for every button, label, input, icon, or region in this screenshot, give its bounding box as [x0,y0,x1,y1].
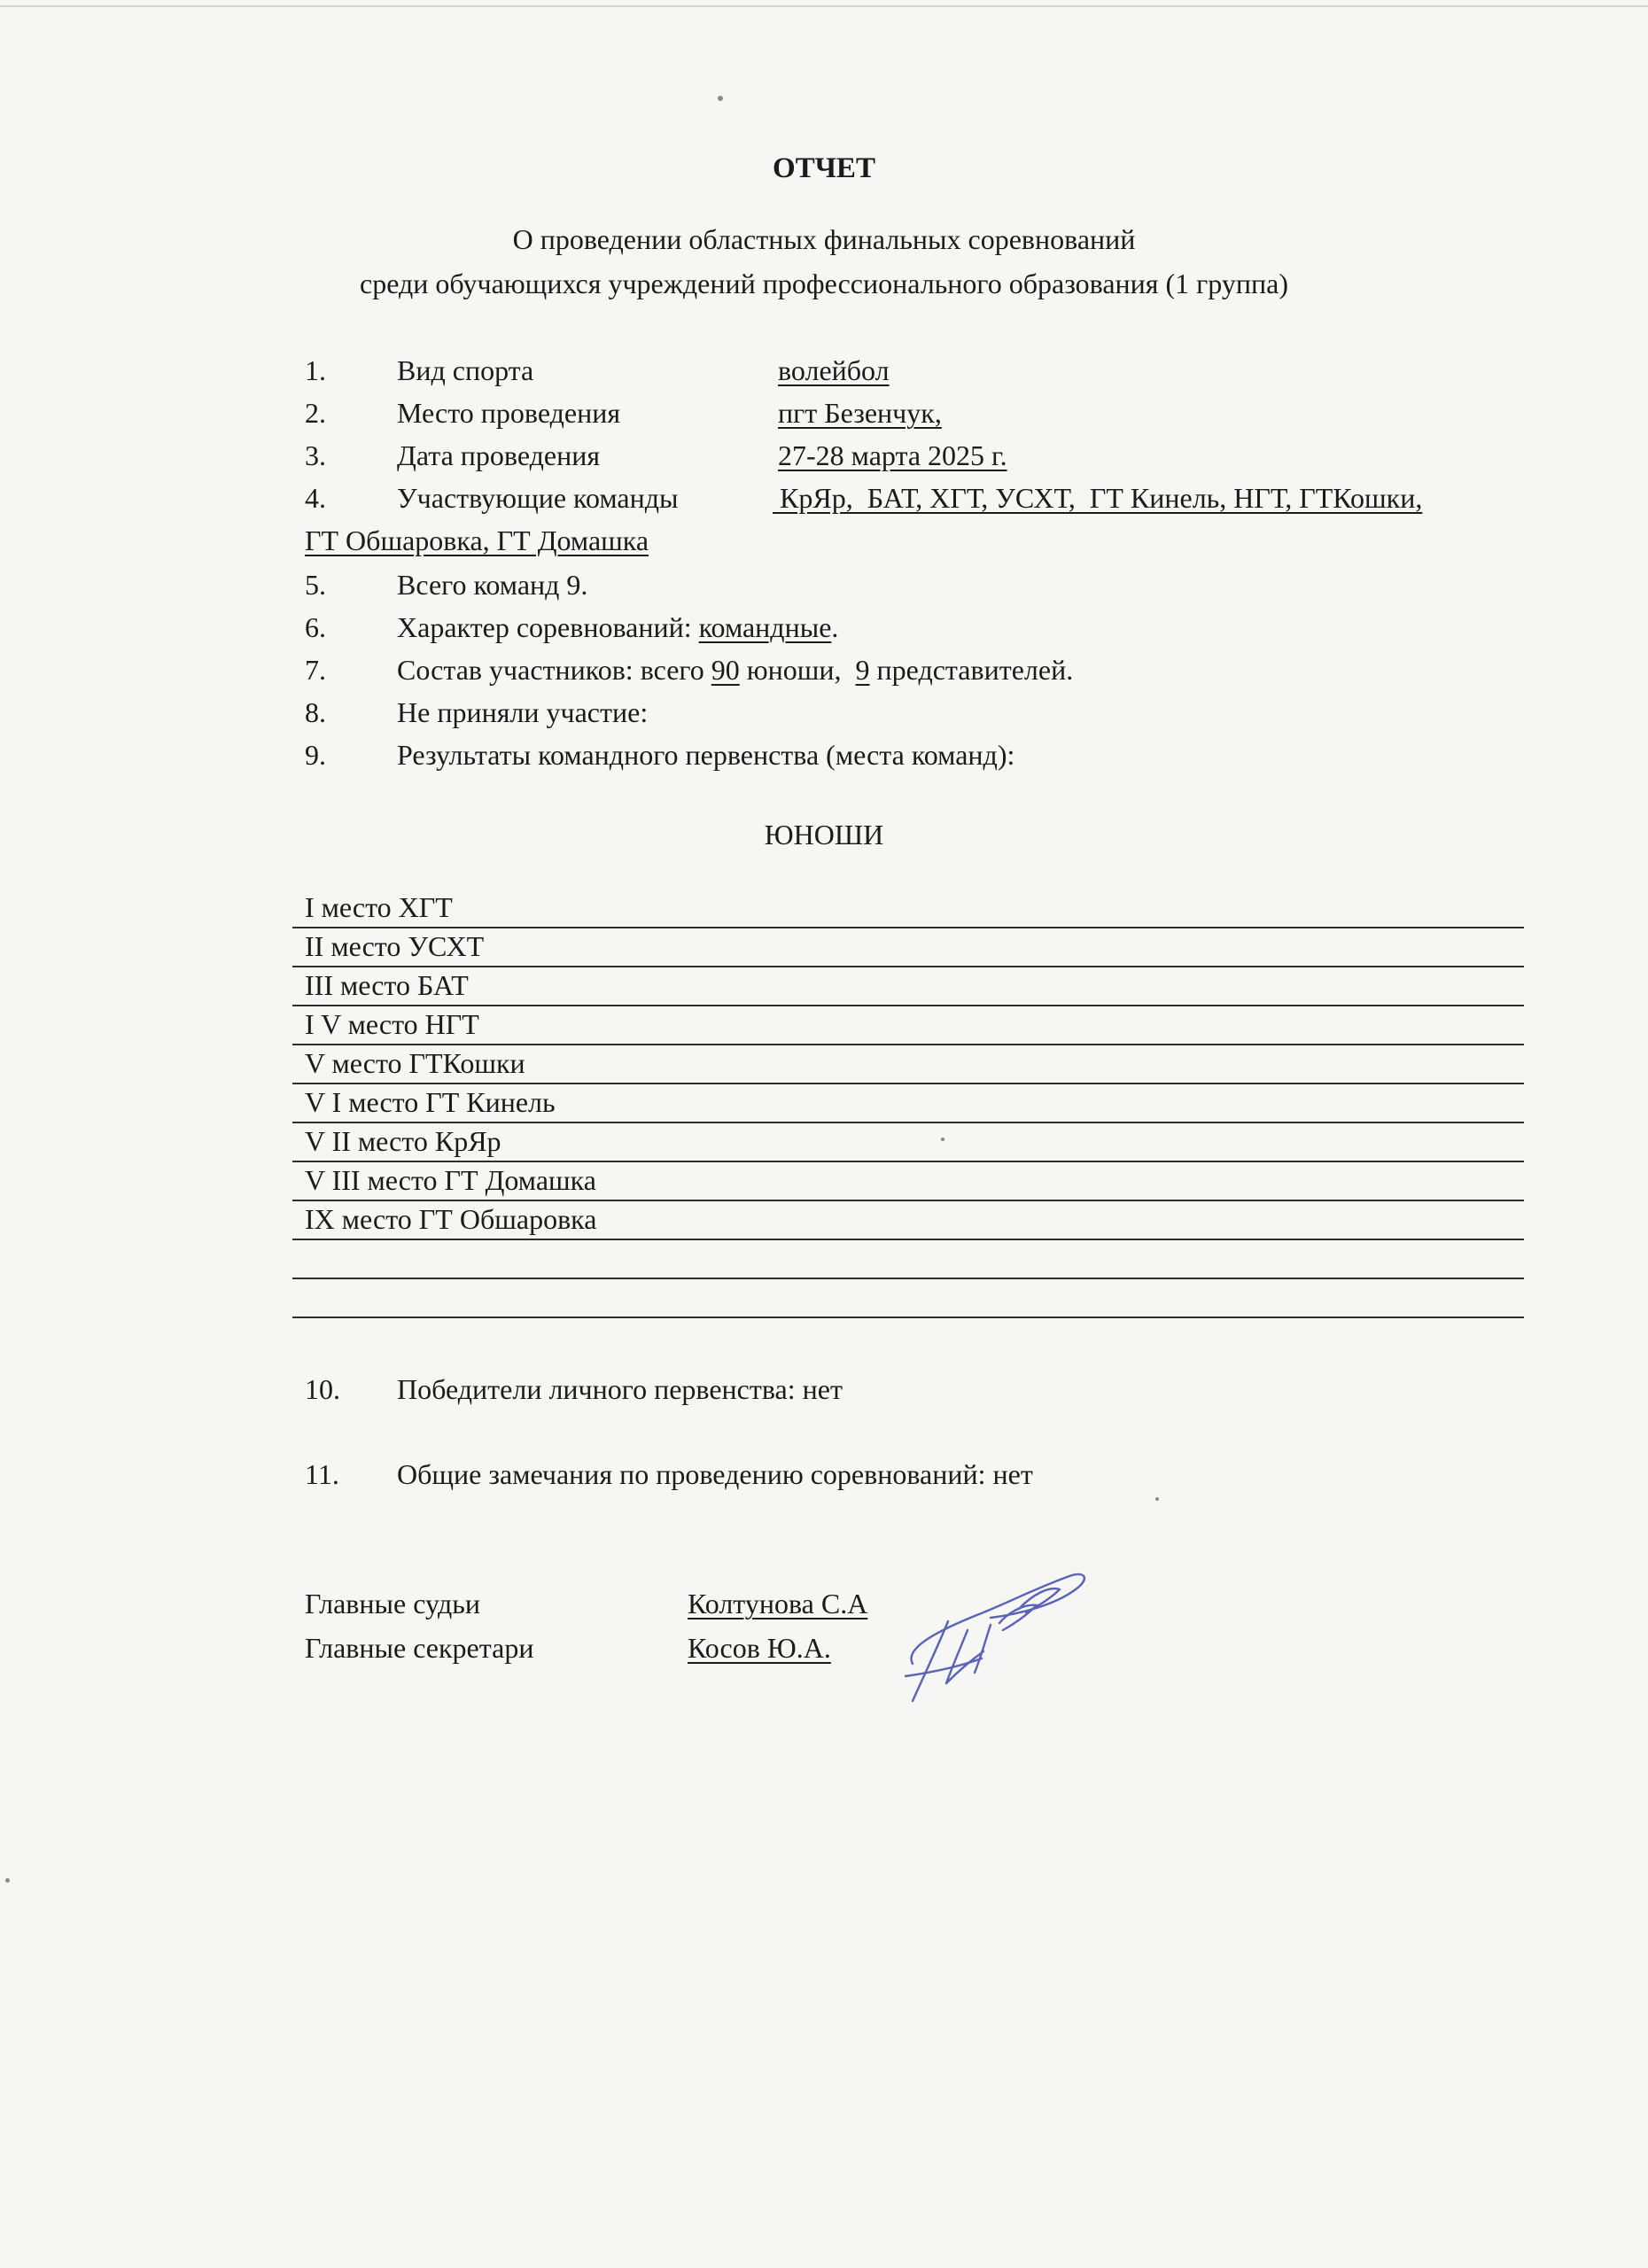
representatives-count: 9 [855,654,870,686]
placement-row [292,1162,1524,1201]
item-suffix: . [831,611,839,643]
item-text [397,652,1073,687]
item-label: Дата проведения [397,439,601,471]
item-value-sport: волейбол [778,354,890,386]
placement-row [292,1201,1524,1240]
placement-row [292,1006,1524,1045]
scan-speck [718,96,723,101]
scan-speck [5,1878,10,1883]
placement-text: II место УСХТ [305,930,485,962]
item-label: Всего команд 9. [397,569,588,601]
item-label: Вид спорта [397,354,534,386]
item-number: 5. [305,569,326,601]
item-number: 7. [305,654,326,686]
subtitle-line-2: среди обучающихся учреждений профессионального образования (1 группа) [360,268,1288,299]
signature-role: Главные судьи [305,1588,480,1619]
item-value-teams-continued: ГТ Обшаровка, ГТ Домашка [305,524,649,556]
placement-row [292,1084,1524,1123]
placement-text: I место ХГТ [305,891,453,923]
placement-row [292,928,1524,967]
placement-row [292,889,1524,928]
item-value-type: командные [698,611,832,643]
placement-text: V I место ГТ Кинель [305,1086,556,1118]
item-number: 11. [305,1458,339,1490]
item-label: Не приняли участие: [397,696,649,728]
scan-top-edge [0,5,1648,7]
handwritten-signature-icon [886,1559,1099,1710]
item-label: Общие замечания по проведению соревнований: нет [397,1458,1033,1490]
item-label: Место проведения [397,397,621,429]
placement-row-empty [292,1279,1524,1318]
placement-text: V место ГТКошки [305,1047,525,1079]
placement-text: V II место КрЯр [305,1125,501,1157]
subtitle-line-1: О проведении областных финальных соревнований [512,223,1136,255]
item-value-teams: КрЯр, БАТ, ХГТ, УСХТ, ГТ Кинель, НГТ, ГТКошки, [773,482,1423,514]
item-label: Характер соревнований: [397,611,699,643]
placement-text: III место БАТ [305,969,469,1001]
item-number: 2. [305,397,326,429]
item-label: Состав участников: всего [397,654,711,686]
item-number: 4. [305,482,326,514]
item-mid-text: юноши, [739,654,856,686]
item-number: 9. [305,739,326,771]
placement-row-empty [292,1240,1524,1279]
placement-text: IX место ГТ Обшаровка [305,1203,597,1235]
item-value-venue: пгт Безенчук, [778,397,942,429]
item-number: 3. [305,439,326,471]
item-label: Результаты командного первенства (места команд): [397,739,1015,771]
item-label: Победители личного первенства: нет [397,1373,843,1405]
signature-name: Косов Ю.А. [688,1632,831,1664]
participants-count: 90 [711,654,740,686]
scan-speck [1155,1497,1159,1501]
item-number: 10. [305,1373,340,1405]
item-text [397,610,838,645]
signature-name: Колтунова С.А [688,1588,868,1619]
section-heading: ЮНОШИ [764,819,884,850]
placement-text: V III место ГТ Домашка [305,1164,596,1196]
placement-row [292,1123,1524,1162]
placement-row [292,1045,1524,1084]
item-label: Участвующие команды [397,482,679,514]
item-number: 8. [305,696,326,728]
item-number: 1. [305,354,326,386]
placement-text: I V место НГТ [305,1008,479,1040]
item-suffix: представителей. [869,654,1074,686]
placement-row [292,967,1524,1006]
item-number: 6. [305,611,326,643]
item-value-date: 27-28 марта 2025 г. [778,439,1007,471]
scan-speck [941,1138,944,1141]
page-title: ОТЧЕТ [773,152,875,184]
signature-role: Главные секретари [305,1632,534,1664]
